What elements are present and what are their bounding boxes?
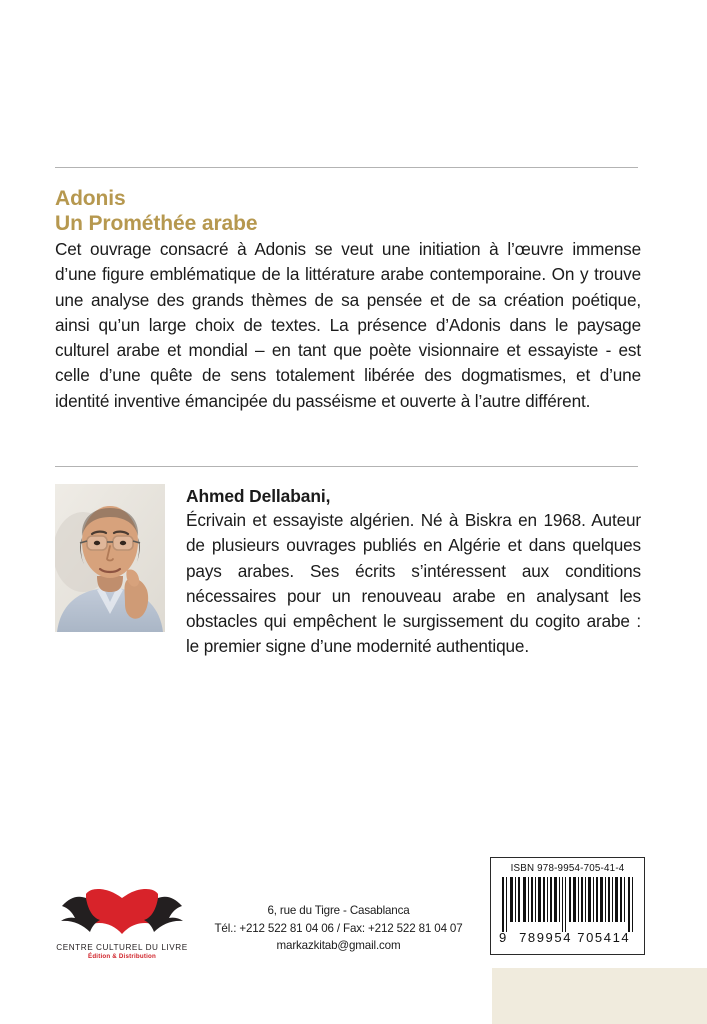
isbn-barcode-box (490, 857, 645, 955)
author-block (55, 484, 641, 660)
barcode-digit-main: 789954 705414 (519, 930, 631, 945)
divider-top (55, 167, 638, 168)
author-text-block (186, 484, 641, 660)
author-portrait-image (55, 484, 165, 632)
publisher-logo-tagline: Édition & Distribution (88, 953, 156, 960)
bottom-right-beige-block (492, 968, 707, 1024)
book-description-block (55, 186, 641, 414)
isbn-label: ISBN 978-9954-705-41-4 (510, 863, 625, 874)
publisher-address: 6, rue du Tigre - Casablanca (267, 904, 410, 917)
book-title-subtitle: Un Prométhée arabe (55, 212, 258, 235)
publisher-logo (48, 884, 196, 966)
open-book-icon (48, 884, 196, 942)
publisher-logo-name: CENTRE CULTUREL DU LIVRE (56, 943, 188, 952)
book-title-primary: Adonis (55, 187, 126, 210)
book-blurb-text: Cet ouvrage consacré à Adonis se veut une initiation à l’œuvre immense d’une figure emblématique de la littérature arabe contemporaine. On y trouve une analyse des grands thèmes de sa pensée et de sa création poétique, ainsi qu’un large choix de textes. La présence d’Adonis dans le paysage culturel arabe et mondial – en tant que poète visionnaire et essayiste - est celle d’une quête de sens totalement libérée des dogmatismes, et d’une identité inventive émancipée du passéisme et ouverte à l’autre différent. (55, 239, 641, 411)
barcode-bars (498, 877, 637, 932)
divider-middle (55, 466, 638, 467)
barcode-digit-prefix: 9 (499, 930, 508, 945)
publisher-phone-fax: Tél.: +212 522 81 04 06 / Fax: +212 522 81 04 07 (214, 921, 463, 935)
publisher-email: markazkitab@gmail.com (276, 939, 401, 952)
publisher-contact-block (196, 902, 481, 955)
barcode-digits (498, 931, 637, 945)
author-photo (55, 484, 165, 632)
author-name: Ahmed Dellabani, (186, 486, 331, 506)
author-bio-text: Écrivain et essayiste algérien. Né à Biskra en 1968. Auteur de plusieurs ouvrages publiés en Algérie et dans quelques pays arabes. Ses écrits s’intéressent aux conditions nécessaires pour un renouveau arabe en analysant les obstacles qui empêchent le surgissement du cogito arabe : le premier signe d’une modernité authentique. (186, 510, 641, 657)
